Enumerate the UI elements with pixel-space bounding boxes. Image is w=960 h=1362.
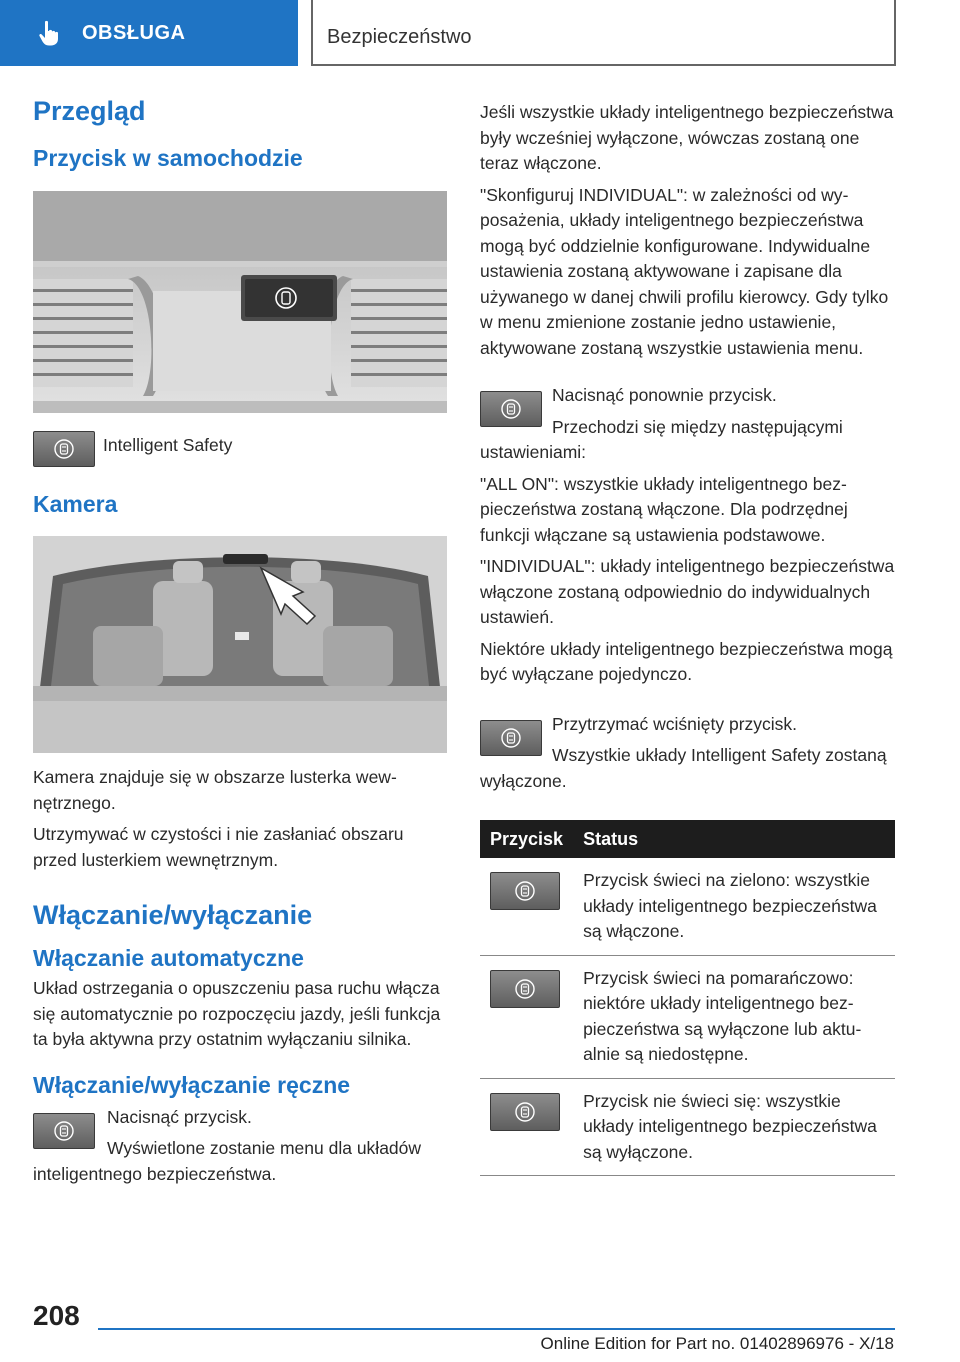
- all-on-paragraph: "ALL ON": wszystkie układy inteligentnego bezpieczeństwa zostaną włączone. Dla podrzędnej funkcji włączane są ustawienia podstawowe.: [480, 473, 848, 545]
- icon-caption-row: [33, 431, 447, 467]
- table-row: [480, 1078, 895, 1176]
- camera-paragraph-2: Utrzymywać w czystości i nie zasłaniać obszaru przed lusterkiem wewnętrznym.: [33, 824, 404, 870]
- table-cell-icon: [480, 1078, 573, 1176]
- table-cell-status: Przycisk świeci na pomarańczowo: niektóre układy inteligentnego bezpieczeństwa są wyłączone lub aktualnie są niedostępne.: [573, 955, 895, 1078]
- hold-paragraph-2: Wszystkie układy Intelligent Safety zostaną wyłączone.: [480, 745, 887, 791]
- header-section-title: Bezpieczeństwo: [311, 0, 896, 66]
- table-cell-status: Przycisk świeci na zielono: wszystkie układy inteligentnego bezpieczeństwa są włączone.: [573, 858, 895, 955]
- header-tab-label: OBSŁUGA: [82, 21, 186, 44]
- press-again-paragraph-1: Nacisnąć ponownie przycisk.: [552, 385, 777, 405]
- right-paragraph-1: Jeśli wszystkie układy inteligentnego bezpieczeństwa były wcześniej wyłączone, wówczas zostaną one teraz włączone.: [480, 102, 894, 173]
- left-column: [33, 96, 447, 1187]
- rear-window-illustration: [33, 536, 447, 753]
- status-table: [480, 820, 895, 1176]
- right-column: [480, 96, 895, 1176]
- footer-edition: Online Edition for Part no. 01402896976 - X/18: [540, 1334, 894, 1353]
- press-again-paragraph-2: Przechodzi się między następującymi ustawieniami:: [480, 416, 843, 462]
- column-header-status: Status: [573, 820, 895, 858]
- hand-pointer-icon: [38, 20, 60, 46]
- dashboard-vents-illustration: [33, 191, 447, 413]
- table-cell-icon: [480, 955, 573, 1078]
- camera-interior-photo: [33, 536, 447, 753]
- dashboard-button-photo: [33, 191, 447, 413]
- button-off-icon: [490, 1093, 560, 1131]
- auto-paragraph: Układ ostrzegania o opuszczeniu pasa ruchu włącza się automatycznie po rozpoczęciu jazdy, jeśli funkcja ta była aktywna przy ostatnim wyłączaniu silnika.: [33, 978, 441, 1049]
- manual-icon-row: [33, 1105, 447, 1188]
- subtitle-auto: Włączanie automatyczne: [33, 945, 304, 971]
- intelligent-safety-button-icon: [480, 720, 542, 756]
- button-orange-icon: [490, 970, 560, 1008]
- hold-paragraph-1: Przytrzymać wciśnięty przycisk.: [552, 713, 798, 734]
- press-again-row: [480, 383, 895, 466]
- subtitle-camera: Kamera: [33, 491, 118, 517]
- title-overview: Przegląd: [33, 96, 146, 126]
- header-tab[interactable]: [0, 0, 298, 66]
- individual-paragraph: "INDIVIDUAL": układy inteligentnego bezpieczeństwa włączone zostaną odpowiednio do indywidualnych ustawień.: [480, 556, 895, 627]
- button-green-icon: [490, 872, 560, 910]
- footer-divider: [98, 1328, 895, 1330]
- right-paragraph-2: "Skonfiguruj INDIVIDUAL": w zależności od wyposażenia, układy inteligentnego bezpieczeństwa mogą być oddzielnie konfigurowane. Indywidualne ustawienia zostaną aktywowane i zapisane dla używanego w danej chwili profilu kierowcy. Gdy tylko w menu zmienione zostanie jedno ustawienie, aktywowane zostaną wszystkie ustawienia menu.: [480, 184, 889, 358]
- subtitle-button: Przycisk w samochodzie: [33, 145, 303, 171]
- subtitle-manual: Włączanie/wyłączanie ręczne: [33, 1071, 351, 1098]
- intelligent-safety-button-icon: [480, 391, 542, 427]
- table-row: [480, 955, 895, 1078]
- page-number: 208: [33, 1300, 80, 1331]
- status-table-header: [480, 820, 895, 858]
- some-systems-paragraph: Niektóre układy inteligentnego bezpieczeństwa mogą być wyłączane pojedynczo.: [480, 638, 893, 684]
- manual-paragraph-2: Wyświetlone zostanie menu dla układów inteligentnego bezpieczeństwa.: [33, 1138, 422, 1184]
- table-row: [480, 858, 895, 955]
- table-cell-icon: [480, 858, 573, 955]
- hold-button-row: [480, 712, 895, 795]
- camera-paragraph-1: Kamera znajduje się w obszarze lusterka wewnętrznego.: [33, 767, 397, 813]
- manual-paragraph-1: Nacisnąć przycisk.: [107, 1106, 252, 1127]
- table-cell-status: Przycisk nie świeci się: wszystkie układy inteligentnego bezpieczeństwa są wyłączone.: [573, 1078, 895, 1176]
- intelligent-safety-button-icon: [33, 431, 95, 467]
- icon-caption: Intelligent Safety: [103, 435, 233, 455]
- title-on-off: Włączanie/wyłączanie: [33, 900, 313, 930]
- column-header-button: Przycisk: [480, 820, 573, 858]
- intelligent-safety-button-icon: [33, 1113, 95, 1149]
